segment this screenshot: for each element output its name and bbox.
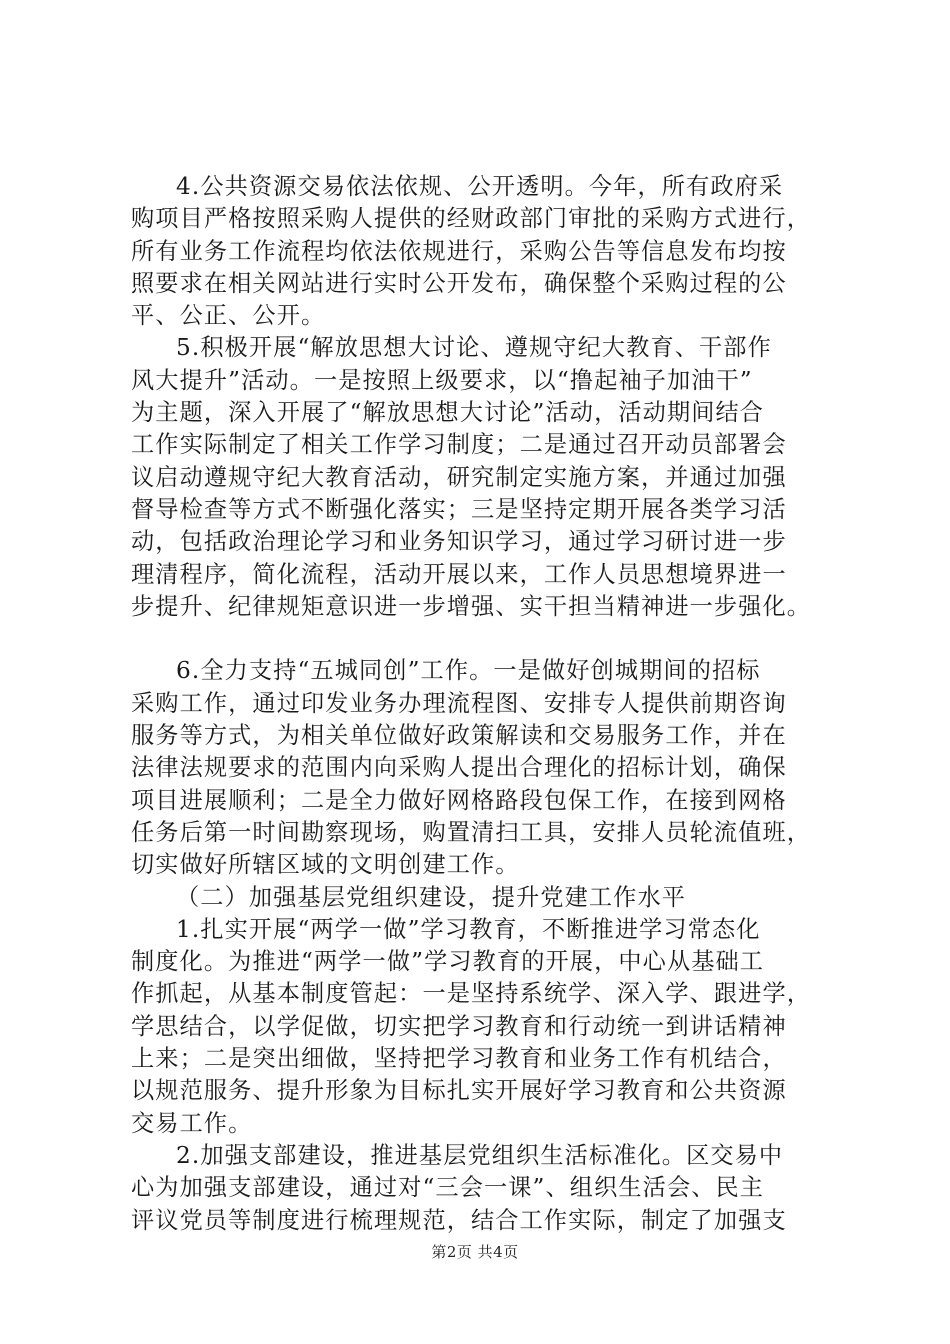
paragraph-4-line: 照要求在相关网站进行实时公开发布，确保整个采购过程的公 [131, 269, 787, 297]
paragraph-1-line: 作抓起，从基本制度管起：一是坚持系统学、深入学、跟进学， [131, 980, 812, 1008]
paragraph-2-line: 评议党员等制度进行梳理规范，结合工作实际，制定了加强支 [131, 1206, 787, 1234]
paragraph-6-line: 服务等方式，为相关单位做好政策解读和交易服务工作，并在 [131, 722, 787, 750]
paragraph-1-line: 学思结合，以学促做，切实把学习教育和行动统一到讲话精神 [131, 1012, 787, 1040]
paragraph-4-line: 平、公正、公开。 [131, 302, 326, 330]
paragraph-5-line: 督导检查等方式不断强化落实；三是坚持定期开展各类学习活 [131, 495, 787, 523]
paragraph-1-line: 1.扎实开展“两学一做”学习教育，不断推进学习常态化 [176, 915, 761, 943]
paragraph-4-line: 所有业务工作流程均依法依规进行，采购公告等信息发布均按 [131, 237, 787, 265]
paragraph-6-line: 任务后第一时间勘察现场，购置清扫工具，安排人员轮流值班， [131, 818, 812, 846]
paragraph-1-line: 以规范服务、提升形象为目标扎实开展好学习教育和公共资源 [131, 1077, 787, 1105]
paragraph-6-line: 6.全力支持“五城同创”工作。一是做好创城期间的招标 [176, 657, 761, 685]
paragraph-6-line: 法律法规要求的范围内向采购人提出合理化的招标计划，确保 [131, 754, 787, 782]
paragraph-6-line: 切实做好所辖区域的文明创建工作。 [131, 851, 520, 879]
paragraph-5-line: 风大提升”活动。一是按照上级要求，以“撸起袖子加油干” [131, 366, 753, 394]
paragraph-1-line: 上来；二是突出细做，坚持把学习教育和业务工作有机结合， [131, 1045, 787, 1073]
paragraph-5-line: 5.积极开展“解放思想大讨论、遵规守纪大教育、干部作 [176, 334, 772, 362]
blank-line [131, 623, 851, 655]
paragraph-4-line: 购项目严格按照采购人提供的经财政部门审批的采购方式进行， [131, 205, 812, 233]
paragraph-1-line: 制度化。为推进“两学一做”学习教育的开展，中心从基础工 [131, 948, 765, 976]
page-number-footer: 第2页 共4页 [431, 1243, 519, 1261]
paragraph-5-line: 步提升、纪律规矩意识进一步增强、实干担当精神进一步强化。 [131, 592, 812, 620]
paragraph-6-line: 采购工作，通过印发业务办理流程图、安排专人提供前期咨询 [131, 689, 787, 717]
paragraph-5-line: 动，包括政治理论学习和业务知识学习，通过学习研讨进一步 [131, 528, 787, 556]
paragraph-5-line: 为主题，深入开展了“解放思想大讨论”活动，活动期间结合 [131, 399, 765, 427]
paragraph-6-line: 项目进展顺利；二是全力做好网格路段包保工作，在接到网格 [131, 786, 787, 814]
paragraph-2-line: 2.加强支部建设，推进基层党组织生活标准化。区交易中 [176, 1141, 784, 1169]
paragraph-4-line: 4.公共资源交易依法依规、公开透明。今年，所有政府采 [176, 173, 784, 200]
paragraph-5-line: 工作实际制定了相关工作学习制度；二是通过召开动员部署会 [131, 431, 787, 459]
paragraph-1-line: 交易工作。 [131, 1109, 253, 1137]
document-body [131, 171, 851, 1237]
paragraph-2-line: 心为加强支部建设，通过对“三会一课”、组织生活会、民主 [131, 1174, 765, 1202]
section-heading: （二）加强基层党组织建设，提升党建工作水平 [176, 883, 687, 911]
paragraph-5-line: 理清程序，简化流程，活动开展以来，工作人员思想境界进一 [131, 560, 787, 588]
paragraph-5-line: 议启动遵规守纪大教育活动，研究制定实施方案，并通过加强 [131, 463, 787, 491]
